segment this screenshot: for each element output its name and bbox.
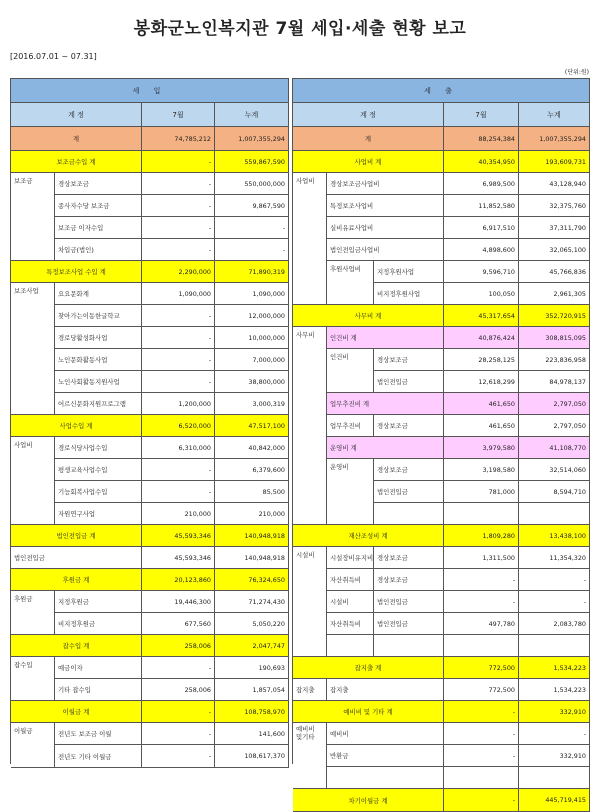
expense-cell: 시설장비유지비 [327,547,374,569]
income-cell: 40,842,000 [215,437,289,459]
income-cell: 경로당활성화사업 [55,327,142,349]
expense-category-cell: 인건비 [327,349,374,393]
expense-cell: 9,596,710 [444,261,519,283]
expense-cell: - [444,591,519,613]
expense-column-header: 누계 [519,103,590,127]
expense-cell: 8,594,710 [519,481,590,503]
expense-table [292,78,590,805]
expense-cell: 6,989,500 [444,173,519,195]
income-subtotal-cell: 45,593,346 [142,525,215,547]
expense-cell: 법인전입금사업비 [327,239,444,261]
expense-group-total-cell: 2,797,050 [519,393,590,415]
report-title: 봉화군노인복지관 7월 세입·세출 현황 보고 [133,19,467,39]
expense-grand-total-cell: 1,007,355,294 [519,127,590,151]
expense-cell: 100,050 [444,283,519,305]
expense-cell: 37,311,790 [519,217,590,239]
income-subtotal-cell: 6,520,000 [142,415,215,437]
income-cell: 258,006 [142,679,215,701]
income-cell: 38,800,000 [215,371,289,393]
income-cell: 1,200,000 [142,393,215,415]
income-subtotal-cell: 47,517,100 [215,415,289,437]
expense-column-header: 계 정 [293,103,444,127]
expense-cell: 2,797,050 [519,415,590,437]
expense-cell: 예비비 [327,723,444,745]
income-subtotal-cell: 71,890,319 [215,261,289,283]
income-cell: - [142,371,215,393]
income-cell: 보조금 이자수입 [55,217,142,239]
income-cell: 12,000,000 [215,305,289,327]
expense-subtotal-cell: - [444,701,519,723]
expense-group-total-cell: 308,815,095 [519,327,590,349]
expense-cell: 잡지출 [327,679,444,701]
income-category-cell: 잡수입 [11,657,55,701]
income-subtotal-cell: 후원금 계 [11,569,142,591]
income-cell: - [142,305,215,327]
income-cell: 3,000,319 [215,393,289,415]
expense-subtotal-cell: 사업비 계 [293,151,444,173]
income-column-header: 7월 [142,103,215,127]
expense-subtotal-cell: 1,809,280 [444,525,519,547]
income-subtotal-cell: 108,758,970 [215,701,289,723]
income-subtotal-cell: 76,324,650 [215,569,289,591]
income-cell: 종사자수당 보조금 [55,195,142,217]
expense-cell: 45,766,836 [519,261,590,283]
income-cell: - [142,459,215,481]
expense-cell [327,635,374,657]
income-cell: 찾아가는이동한글학교 [55,305,142,327]
income-subtotal-cell: 559,867,590 [215,151,289,173]
expense-cell: - [519,723,590,745]
income-cell: 141,600 [215,723,289,745]
expense-subtotal-cell: 352,720,915 [519,305,590,327]
expense-cell: 업무추진비 [327,415,374,437]
income-cell: - [142,173,215,195]
income-subtotal-cell: 2,290,000 [142,261,215,283]
income-column-header: 누계 [215,103,289,127]
expense-cell [519,767,590,789]
expense-cell: 497,780 [444,613,519,635]
expense-cell: 781,000 [444,481,519,503]
income-cell: 19,446,300 [142,591,215,613]
expense-group-total-cell: 업무추진비 계 [327,393,444,415]
expense-subtotal-cell: 예비비 및 기타 계 [293,701,444,723]
income-cell: 전년도 기타 이월금 [55,745,142,768]
income-cell: 550,000,000 [215,173,289,195]
expense-subtotal-cell: 13,438,100 [519,525,590,547]
income-category-cell: 이월금 [11,723,55,768]
income-cell: 어르신문화지원프로그램 [55,393,142,415]
expense-subtotal-cell: - [444,789,519,812]
expense-cell: 2,083,780 [519,613,590,635]
expense-cell: 1,311,500 [444,547,519,569]
expense-cell: 772,500 [444,679,519,701]
expense-column-header: 7월 [444,103,519,127]
income-section-header: 세 입 [11,79,289,103]
income-cell: - [142,195,215,217]
expense-cell [519,635,590,657]
income-cell: 예금이자 [55,657,142,679]
income-cell: 기능회복사업수입 [55,481,142,503]
income-cell: 677,560 [142,613,215,635]
expense-cell: 4,898,600 [444,239,519,261]
income-category-cell: 보조사업 [11,283,55,415]
expense-subtotal-cell: 차기이월금 계 [293,789,444,812]
expense-category-cell: 사무비 [293,327,327,525]
expense-group-total-cell: 운영비 계 [327,437,444,459]
expense-cell: 시설비 [327,591,374,613]
income-cell: 71,274,430 [215,591,289,613]
income-subtotal-cell: 특정보조사업 수입 계 [11,261,142,283]
income-cell: 경상보조금 [55,173,142,195]
expense-cell: 6,917,510 [444,217,519,239]
expense-cell: 경상보조금 [374,349,444,371]
expense-cell: 332,910 [519,745,590,767]
income-subtotal-cell: 2,047,747 [215,635,289,657]
income-cell: - [142,327,215,349]
expense-grand-total-cell: 계 [293,127,444,151]
expense-cell: 11,354,320 [519,547,590,569]
income-cell: 노인문화활동사업 [55,349,142,371]
expense-group-total-cell: 41,108,770 [519,437,590,459]
income-cell: - [142,657,215,679]
expense-cell: 223,836,958 [519,349,590,371]
expense-cell [444,635,519,657]
report-period: [2016.07.01 ~ 07.31] [10,52,97,61]
expense-cell: 특정보조사업비 [327,195,444,217]
income-cell: 85,500 [215,481,289,503]
income-column-header: 계 정 [11,103,142,127]
income-subtotal-cell: 258,006 [142,635,215,657]
income-cell: 평생교육사업수입 [55,459,142,481]
income-cell: 190,693 [215,657,289,679]
income-subtotal-cell: - [142,151,215,173]
expense-cell: 11,852,580 [444,195,519,217]
expense-cell [374,635,444,657]
income-subtotal-cell: - [142,701,215,723]
expense-subtotal-cell: 772,500 [444,657,519,679]
income-cell: 6,379,600 [215,459,289,481]
income-grand-total-cell: 74,785,212 [142,127,215,151]
expense-cell: 32,065,100 [519,239,590,261]
expense-cell: 2,961,305 [519,283,590,305]
income-cell: - [215,239,289,261]
expense-subtotal-cell: 40,354,950 [444,151,519,173]
expense-cell [519,503,590,525]
income-cell: - [142,723,215,745]
expense-subtotal-cell: 재산조성비 계 [293,525,444,547]
income-table [10,78,289,764]
expense-cell: 461,650 [444,415,519,437]
income-cell: 1,857,054 [215,679,289,701]
income-category-cell: 보조금 [11,173,55,261]
income-cell: 기타 잡수입 [55,679,142,701]
expense-group-total-cell: 40,876,424 [444,327,519,349]
expense-cell: 자산취득비 [327,613,374,635]
expense-cell [444,503,519,525]
income-subtotal-cell: 20,123,860 [142,569,215,591]
expense-subtotal-cell: 사무비 계 [293,305,444,327]
income-cell: 45,593,346 [142,547,215,569]
income-cell: 지정후원금 [55,591,142,613]
income-cell: 법인전입금 [11,547,142,569]
expense-cell: - [444,723,519,745]
expense-cell: 법인전입금 [374,481,444,503]
expense-grand-total-cell: 88,254,384 [444,127,519,151]
income-cell: 요요문화계 [55,283,142,305]
income-grand-total-cell: 계 [11,127,142,151]
income-cell: 비지정후원금 [55,613,142,635]
expense-category-cell: 사업비 [293,173,327,305]
income-cell: 경로식당사업수입 [55,437,142,459]
income-subtotal-cell: 이월금 계 [11,701,142,723]
expense-category-cell: 운영비 [327,459,374,525]
expense-cell: 법인전입금 [374,371,444,393]
income-subtotal-cell: 보조금수입 계 [11,151,142,173]
expense-subtotal-cell: 잡지출 계 [293,657,444,679]
expense-category-cell: 예비비 및기타 [293,723,327,789]
expense-subtotal-cell: 193,609,731 [519,151,590,173]
expense-cell: 지정후원사업 [374,261,444,283]
income-cell: 차입금(법인) [55,239,142,261]
income-cell: 7,000,000 [215,349,289,371]
expense-group-total-cell: 461,650 [444,393,519,415]
expense-cell: 12,618,299 [444,371,519,393]
income-cell: 210,000 [142,503,215,525]
income-cell: - [142,745,215,768]
expense-cell: 경상보조금 [374,569,444,591]
income-cell: 1,090,000 [215,283,289,305]
expense-cell [374,503,444,525]
expense-cell: 비지정후원사업 [374,283,444,305]
income-cell: 노인사회활동지원사업 [55,371,142,393]
income-cell: 전년도 보조금 이월 [55,723,142,745]
income-category-cell: 후원금 [11,591,55,635]
expense-subtotal-cell: 445,719,415 [519,789,590,812]
expense-cell: 경상보조금 [374,459,444,481]
income-cell: 140,948,918 [215,547,289,569]
income-cell: 5,050,220 [215,613,289,635]
expense-cell [444,767,519,789]
income-subtotal-cell: 140,948,918 [215,525,289,547]
income-cell: - [142,217,215,239]
expense-subtotal-cell: 1,534,223 [519,657,590,679]
expense-cell: 자산취득비 [327,569,374,591]
expense-cell: 잡지출 [293,679,327,701]
unit-label: (단위:원) [564,69,589,76]
expense-cell: - [444,745,519,767]
expense-cell: 경상보조금 [374,547,444,569]
income-grand-total-cell: 1,007,355,294 [215,127,289,151]
expense-cell: 1,534,223 [519,679,590,701]
income-subtotal-cell: 잡수입 계 [11,635,142,657]
income-cell: - [142,349,215,371]
expense-category-cell: 시설비 [293,547,327,657]
expense-cell: - [519,569,590,591]
expense-group-total-cell: 인건비 계 [327,327,444,349]
income-cell: - [142,239,215,261]
expense-section-header: 세 출 [293,79,590,103]
income-cell: 자원연구사업 [55,503,142,525]
expense-cell: 3,198,580 [444,459,519,481]
income-subtotal-cell: 법인전입금 계 [11,525,142,547]
expense-group-total-cell: 3,979,580 [444,437,519,459]
expense-cell: 법인전입금 [374,591,444,613]
expense-cell: 32,514,060 [519,459,590,481]
expense-cell: 경상보조금 [374,415,444,437]
expense-subtotal-cell: 45,317,654 [444,305,519,327]
expense-cell: - [519,591,590,613]
expense-cell: 28,258,125 [444,349,519,371]
expense-cell: 실비유료사업비 [327,217,444,239]
income-cell: - [215,217,289,239]
income-cell: 108,617,370 [215,745,289,768]
income-subtotal-cell: 사업수입 계 [11,415,142,437]
income-category-cell: 사업비 [11,437,55,525]
expense-cell [327,767,444,789]
expense-cell: 84,978,137 [519,371,590,393]
income-cell: 10,000,000 [215,327,289,349]
expense-subtotal-cell: 332,910 [519,701,590,723]
income-cell: 9,867,590 [215,195,289,217]
income-cell: - [142,481,215,503]
income-cell: 210,000 [215,503,289,525]
income-cell: 6,310,000 [142,437,215,459]
expense-cell: 법인전입금 [374,613,444,635]
expense-cell: 반환금 [327,745,444,767]
expense-cell: 경상보조금사업비 [327,173,444,195]
income-cell: 1,090,000 [142,283,215,305]
expense-category-cell: 후원사업비 [327,261,374,305]
expense-cell: 32,375,760 [519,195,590,217]
expense-cell: 43,128,940 [519,173,590,195]
expense-cell: - [444,569,519,591]
